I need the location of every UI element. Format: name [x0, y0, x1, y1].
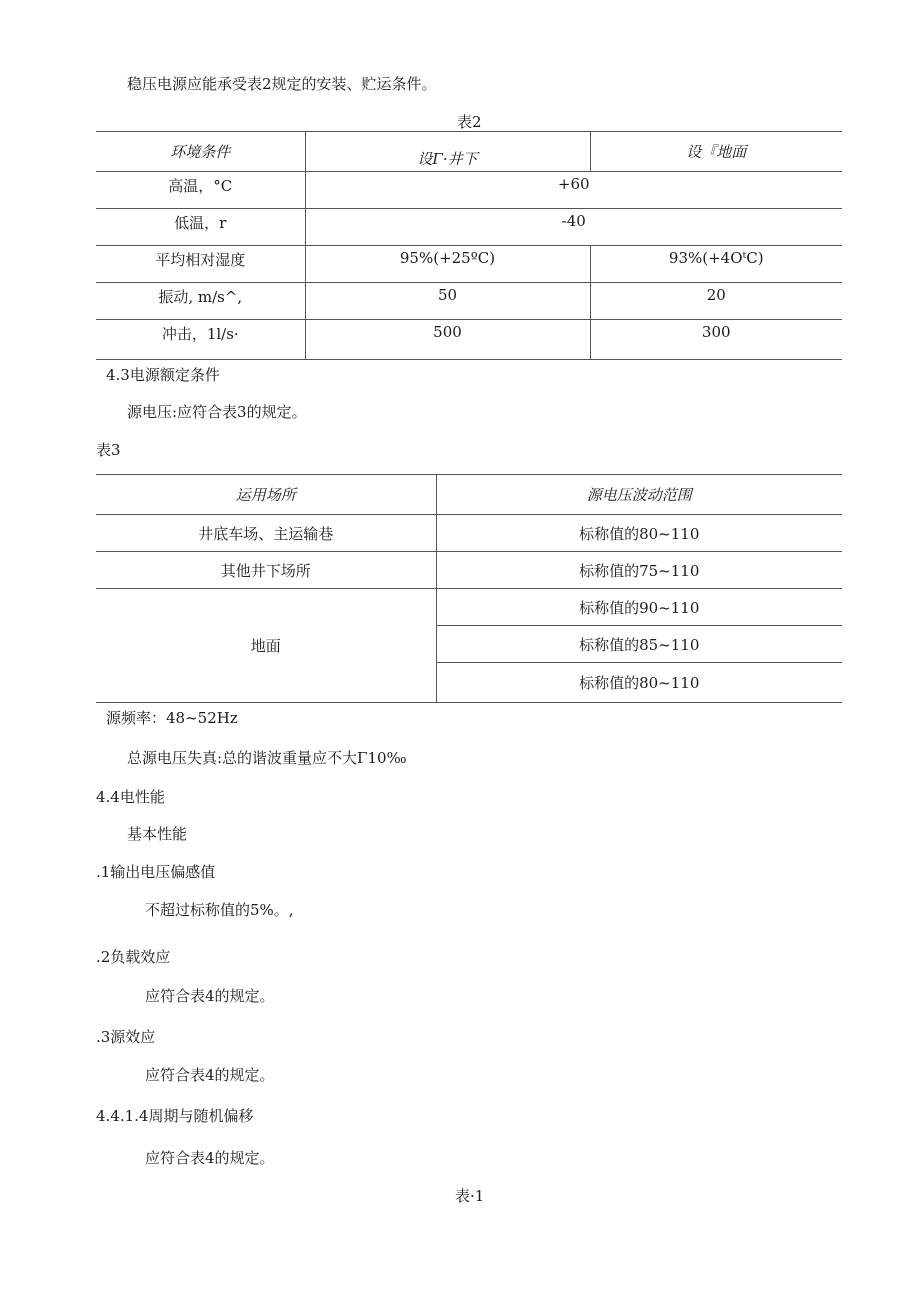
- basic-performance: 基本性能: [127, 825, 188, 843]
- table3-header-site: 运用场所: [96, 475, 436, 515]
- table2-cell: -40: [305, 209, 842, 246]
- table-row: [96, 209, 842, 246]
- table-row: [96, 246, 842, 283]
- table2-header-condition: 环境条件: [96, 132, 305, 172]
- table2-cell: 20: [590, 283, 842, 320]
- table2-header-underground: 设Γ·井下: [305, 132, 590, 172]
- distortion-line: 总源电压失真:总的谐波重量应不大Γ10‰: [127, 749, 407, 767]
- table2-cell: +60: [305, 172, 842, 209]
- table3-cell: 标称值的90~110: [436, 589, 842, 626]
- table2-row-label: 平均相对湿度: [96, 246, 305, 283]
- table3-caption: 表3: [96, 441, 121, 459]
- footer-caption: 表·1: [455, 1187, 485, 1205]
- table-row: [96, 172, 842, 209]
- section-4-3-line: 源电压:应符合表3的规定。: [127, 403, 307, 421]
- table-row: [96, 515, 842, 552]
- table2-header-ground: 设『地面: [590, 132, 842, 172]
- table2-row-label: 高温，°C: [96, 172, 305, 209]
- table3-header-range: 源电压波动范围: [436, 475, 842, 515]
- table2-cell: 300: [590, 320, 842, 360]
- table3-ground-label: 地面: [96, 589, 436, 703]
- table-row: [96, 320, 842, 360]
- table3: [96, 474, 842, 703]
- table3-cell: 标称值的80~110: [436, 515, 842, 552]
- item-body: 应符合表4的规定。: [145, 1066, 275, 1084]
- table2-caption: 表2: [457, 113, 482, 131]
- item-title: .3源效应: [96, 1028, 156, 1046]
- table2-cell: 93%(+4OᵗC): [590, 246, 842, 283]
- table2-cell: 500: [305, 320, 590, 360]
- table-row: [96, 283, 842, 320]
- section-4-3-title: 4.3电源额定条件: [106, 366, 220, 384]
- item-body: 应符合表4的规定。: [145, 987, 275, 1005]
- table-row: [96, 589, 842, 626]
- table-row: [96, 552, 842, 589]
- table2-cell: 95%(+25ºC): [305, 246, 590, 283]
- table3-row-label: 井底车场、主运输巷: [96, 515, 436, 552]
- item-body: 应符合表4的规定。: [145, 1149, 275, 1167]
- table3-cell: 标称值的80~110: [436, 663, 842, 703]
- item-body: 不超过标称值的5%。,: [145, 901, 294, 919]
- table2-row-label: 低温，r: [96, 209, 305, 246]
- intro-paragraph: 稳压电源应能承受表2规定的安装、贮运条件。: [127, 75, 437, 93]
- table3-cell: 标称值的85~110: [436, 626, 842, 663]
- table2: [96, 131, 842, 360]
- table3-row-label: 其他井下场所: [96, 552, 436, 589]
- frequency-line: 源频率：48~52Hz: [106, 709, 238, 727]
- table2-row-label: 振动, m∕s^,: [96, 283, 305, 320]
- section-4-4-title: 4.4电性能: [96, 788, 165, 806]
- table2-cell: 50: [305, 283, 590, 320]
- item-title: .1输出电压偏感值: [96, 863, 216, 881]
- table2-row-label: 冲击，1l∕s·: [96, 320, 305, 360]
- table3-cell: 标称值的75~110: [436, 552, 842, 589]
- item-title: .2负载效应: [96, 948, 171, 966]
- item-title: 4.4.1.4周期与随机偏移: [96, 1107, 254, 1125]
